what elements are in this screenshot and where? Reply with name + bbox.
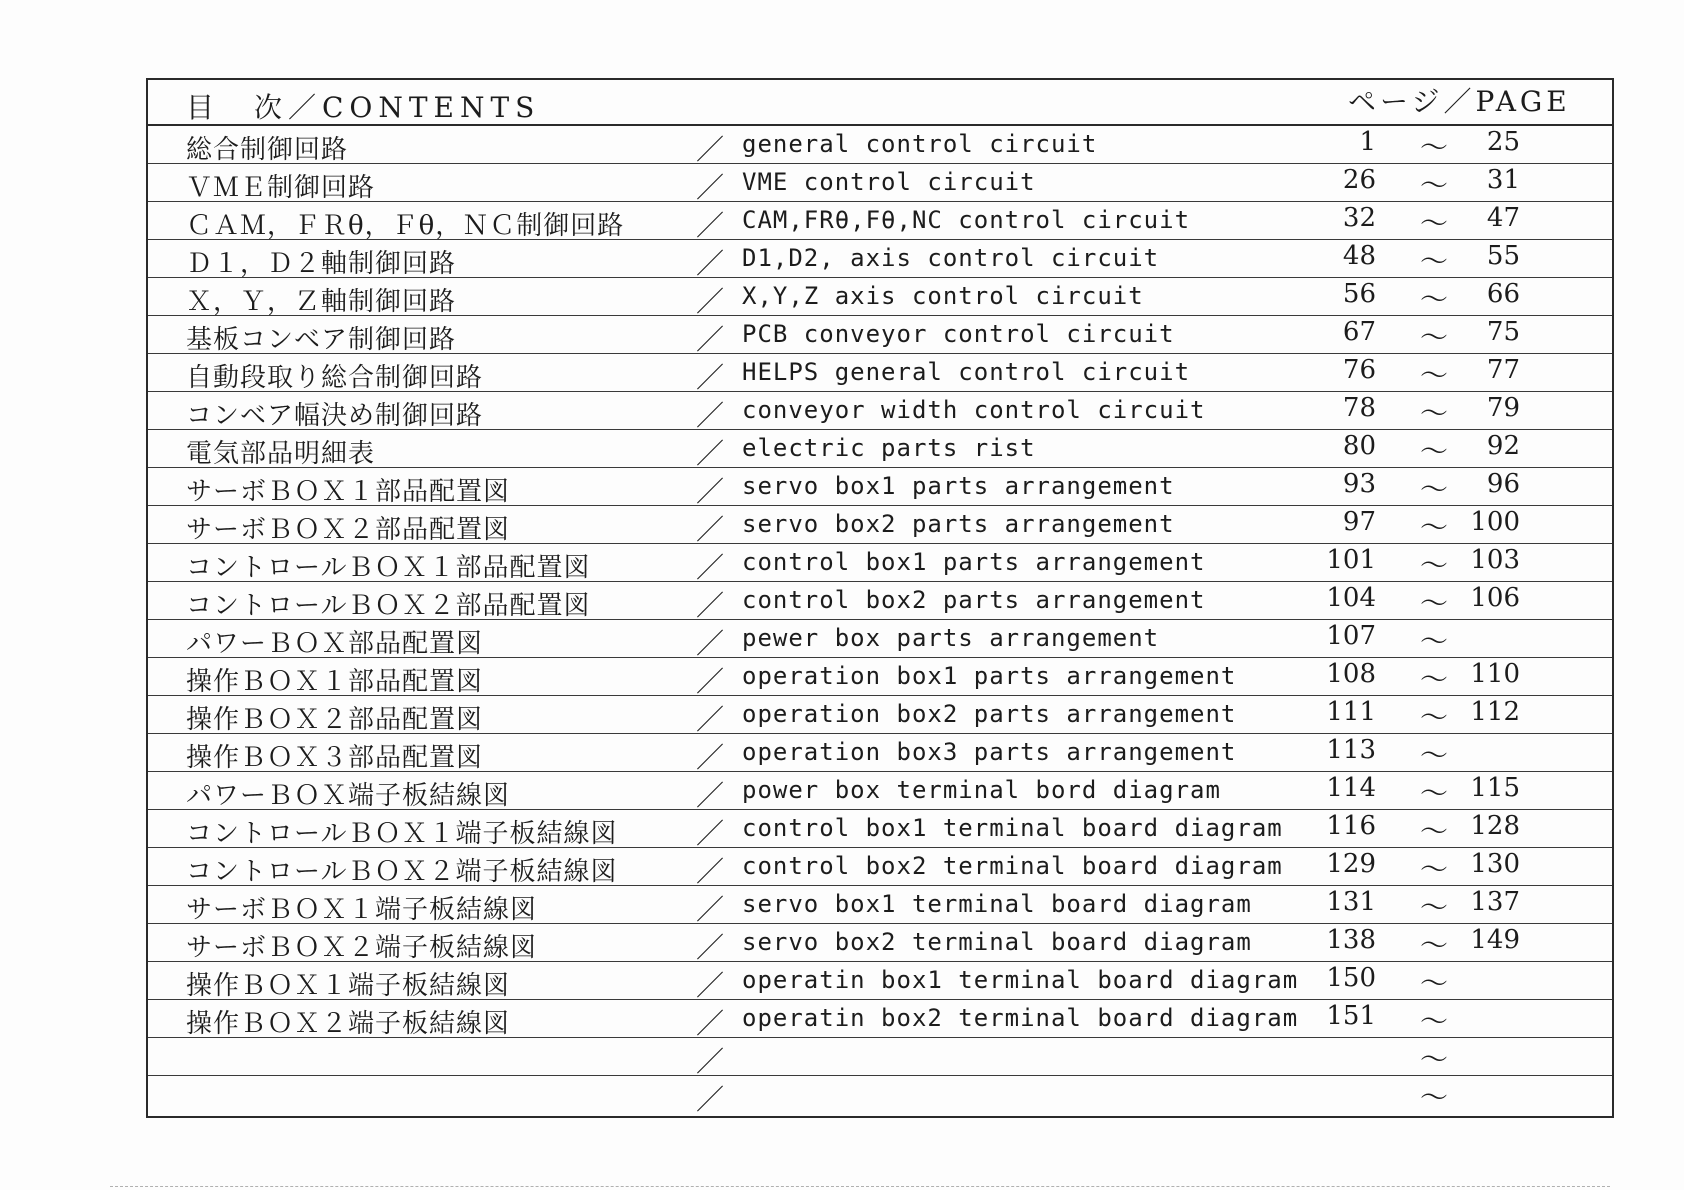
page-end: 75 (1486, 317, 1520, 347)
separator-slash: ／ (696, 1083, 725, 1116)
separator-slash: ／ (696, 817, 725, 850)
page-range-tilde: ～ (1420, 587, 1449, 620)
toc-row (148, 240, 1612, 278)
separator-slash: ／ (696, 855, 725, 888)
page-start: 67 (1342, 317, 1376, 347)
page-range-tilde: ～ (1420, 853, 1449, 886)
english-title: VME control circuit (742, 168, 1036, 196)
page-range-tilde: ～ (1420, 131, 1449, 164)
toc-row (148, 962, 1612, 1000)
japanese-title: 操作ＢＯＸ２端子板結線図 (186, 1009, 511, 1039)
page-start: 78 (1342, 393, 1376, 423)
page-start: 26 (1342, 165, 1376, 195)
toc-row (148, 772, 1612, 810)
japanese-title: コントロールＢＯＸ２部品配置図 (186, 591, 591, 621)
japanese-title: サーボＢＯＸ１部品配置図 (186, 477, 511, 507)
separator-slash: ／ (696, 1045, 725, 1078)
page-end: 47 (1486, 203, 1520, 233)
page-range-tilde: ～ (1420, 245, 1449, 278)
toc-row (148, 620, 1612, 658)
page-end: 66 (1486, 279, 1520, 309)
page-range-tilde: ～ (1420, 207, 1449, 240)
toc-row (148, 468, 1612, 506)
japanese-title: サーボＢＯＸ２部品配置図 (186, 515, 511, 545)
contents-title: 目 次／CONTENTS (186, 91, 541, 124)
page-start: 48 (1342, 241, 1376, 271)
english-title: control box1 parts arrangement (742, 548, 1206, 576)
japanese-title: 総合制御回路 (186, 135, 349, 165)
toc-row (148, 392, 1612, 430)
page-end: 115 (1470, 773, 1520, 803)
separator-slash: ／ (696, 665, 725, 698)
page-range-tilde: ～ (1420, 967, 1449, 1000)
bottom-edge-line (110, 1186, 1610, 1187)
toc-row (148, 430, 1612, 468)
page-end: 137 (1470, 887, 1520, 917)
japanese-title: パワーＢＯＸ端子板結線図 (186, 781, 511, 811)
japanese-title: コントロールＢＯＸ１端子板結線図 (186, 819, 618, 849)
english-title: D1,D2, axis control circuit (742, 244, 1160, 272)
page-start: 93 (1342, 469, 1376, 499)
page-start: 111 (1326, 697, 1376, 727)
toc-row (148, 278, 1612, 316)
toc-row (148, 582, 1612, 620)
english-title: servo box2 parts arrangement (742, 510, 1175, 538)
page-range-tilde: ～ (1420, 359, 1449, 392)
separator-slash: ／ (696, 209, 725, 242)
separator-slash: ／ (696, 323, 725, 356)
japanese-title: パワーＢＯＸ部品配置図 (186, 629, 484, 659)
japanese-title: サーボＢＯＸ１端子板結線図 (186, 895, 538, 925)
page-range-tilde: ～ (1420, 739, 1449, 772)
japanese-title: コントロールＢＯＸ２端子板結線図 (186, 857, 618, 887)
page-start: 97 (1342, 507, 1376, 537)
contents-table (146, 78, 1614, 1118)
separator-slash: ／ (696, 893, 725, 926)
page-end: 79 (1486, 393, 1520, 423)
japanese-title: 基板コンベア制御回路 (186, 325, 457, 355)
toc-row (148, 316, 1612, 354)
separator-slash: ／ (696, 969, 725, 1002)
toc-row (148, 506, 1612, 544)
separator-slash: ／ (696, 399, 725, 432)
english-title: servo box1 parts arrangement (742, 472, 1175, 500)
page-start: 56 (1342, 279, 1376, 309)
page-range-tilde: ～ (1420, 701, 1449, 734)
page-range-tilde: ～ (1420, 283, 1449, 316)
page-range-tilde: ～ (1420, 511, 1449, 544)
page-end: 112 (1470, 697, 1520, 727)
page-range-tilde: ～ (1420, 1043, 1449, 1076)
japanese-title: 操作ＢＯＸ２部品配置図 (186, 705, 484, 735)
english-title: electric parts rist (742, 434, 1036, 462)
page-end: 103 (1470, 545, 1520, 575)
japanese-title: 電気部品明細表 (186, 439, 376, 469)
separator-slash: ／ (696, 285, 725, 318)
page-start: 107 (1326, 621, 1376, 651)
toc-row (148, 810, 1612, 848)
english-title: control box2 terminal board diagram (742, 852, 1283, 880)
page-range-tilde: ～ (1420, 549, 1449, 582)
toc-row (148, 354, 1612, 392)
japanese-title: Ｘ，Ｙ，Ｚ軸制御回路 (186, 287, 457, 317)
page-end: 96 (1486, 469, 1520, 499)
japanese-title: ＶＭＥ制御回路 (186, 173, 376, 203)
page-start: 114 (1326, 773, 1376, 803)
page-end: 110 (1470, 659, 1520, 689)
toc-row (148, 1038, 1612, 1076)
separator-slash: ／ (696, 589, 725, 622)
japanese-title: 自動段取り総合制御回路 (186, 363, 484, 393)
page-start: 138 (1326, 925, 1376, 955)
japanese-title: ＣＡＭ，ＦＲθ，Ｆθ，ＮＣ制御回路 (186, 211, 625, 241)
english-title: operation box3 parts arrangement (742, 738, 1237, 766)
page-range-tilde: ～ (1420, 891, 1449, 924)
toc-row (148, 202, 1612, 240)
page-range-tilde: ～ (1420, 435, 1449, 468)
page-end: 100 (1470, 507, 1520, 537)
toc-row (148, 164, 1612, 202)
page-range-tilde: ～ (1420, 1005, 1449, 1038)
toc-row (148, 924, 1612, 962)
page-range-tilde: ～ (1420, 663, 1449, 696)
japanese-title: コンベア幅決め制御回路 (186, 401, 484, 431)
page-range-tilde: ～ (1420, 397, 1449, 430)
page-end: 55 (1486, 241, 1520, 271)
separator-slash: ／ (696, 931, 725, 964)
english-title: operatin box1 terminal board diagram (742, 966, 1299, 994)
page-end: 31 (1486, 165, 1520, 195)
english-title: conveyor width control circuit (742, 396, 1206, 424)
separator-slash: ／ (696, 551, 725, 584)
toc-row (148, 1000, 1612, 1038)
page-range-tilde: ～ (1420, 321, 1449, 354)
page-start: 104 (1326, 583, 1376, 613)
page-start: 108 (1326, 659, 1376, 689)
page-range-tilde: ～ (1420, 929, 1449, 962)
toc-row (148, 658, 1612, 696)
page-start: 32 (1342, 203, 1376, 233)
english-title: operation box2 parts arrangement (742, 700, 1237, 728)
separator-slash: ／ (696, 703, 725, 736)
page-start: 151 (1326, 1001, 1376, 1031)
english-title: HELPS general control circuit (742, 358, 1191, 386)
page-start: 129 (1326, 849, 1376, 879)
page-end: 128 (1470, 811, 1520, 841)
english-title: operation box1 parts arrangement (742, 662, 1237, 690)
page-end: 77 (1486, 355, 1520, 385)
separator-slash: ／ (696, 513, 725, 546)
page-end: 130 (1470, 849, 1520, 879)
toc-row (148, 848, 1612, 886)
page-start: 76 (1342, 355, 1376, 385)
toc-row (148, 544, 1612, 582)
page-start: 80 (1342, 431, 1376, 461)
separator-slash: ／ (696, 361, 725, 394)
separator-slash: ／ (696, 171, 725, 204)
page-range-tilde: ～ (1420, 777, 1449, 810)
english-title: pewer box parts arrangement (742, 624, 1160, 652)
page-column-label: ページ／PAGE (1348, 85, 1571, 118)
page-end: 92 (1486, 431, 1520, 461)
separator-slash: ／ (696, 1007, 725, 1040)
separator-slash: ／ (696, 475, 725, 508)
page-end: 149 (1470, 925, 1520, 955)
japanese-title: 操作ＢＯＸ１部品配置図 (186, 667, 484, 697)
page-start: 150 (1326, 963, 1376, 993)
english-title: general control circuit (742, 130, 1098, 158)
english-title: power box terminal bord diagram (742, 776, 1221, 804)
separator-slash: ／ (696, 247, 725, 280)
english-title: operatin box2 terminal board diagram (742, 1004, 1299, 1032)
separator-slash: ／ (696, 627, 725, 660)
page-start: 1 (1359, 127, 1376, 157)
separator-slash: ／ (696, 779, 725, 812)
page-range-tilde: ～ (1420, 473, 1449, 506)
separator-slash: ／ (696, 437, 725, 470)
page-range-tilde: ～ (1420, 815, 1449, 848)
page-range-tilde: ～ (1420, 1081, 1449, 1114)
separator-slash: ／ (696, 133, 725, 166)
toc-row (148, 696, 1612, 734)
japanese-title: サーボＢＯＸ２端子板結線図 (186, 933, 538, 963)
page-end: 106 (1470, 583, 1520, 613)
page-start: 116 (1326, 811, 1376, 841)
english-title: PCB conveyor control circuit (742, 320, 1175, 348)
toc-row (148, 734, 1612, 772)
page-start: 101 (1326, 545, 1376, 575)
english-title: X,Y,Z axis control circuit (742, 282, 1144, 310)
toc-row (148, 126, 1612, 164)
english-title: control box1 terminal board diagram (742, 814, 1283, 842)
toc-row (148, 1076, 1612, 1114)
japanese-title: 操作ＢＯＸ３部品配置図 (186, 743, 484, 773)
japanese-title: コントロールＢＯＸ１部品配置図 (186, 553, 591, 583)
english-title: CAM,FRθ,Fθ,NC control circuit (742, 206, 1191, 234)
page-start: 113 (1326, 735, 1376, 765)
english-title: servo box1 terminal board diagram (742, 890, 1252, 918)
separator-slash: ／ (696, 741, 725, 774)
japanese-title: Ｄ１，Ｄ２軸制御回路 (186, 249, 457, 279)
page-end: 25 (1486, 127, 1520, 157)
english-title: servo box2 terminal board diagram (742, 928, 1252, 956)
page-range-tilde: ～ (1420, 625, 1449, 658)
page-start: 131 (1326, 887, 1376, 917)
page-range-tilde: ～ (1420, 169, 1449, 202)
toc-row (148, 886, 1612, 924)
japanese-title: 操作ＢＯＸ１端子板結線図 (186, 971, 511, 1001)
contents-header (148, 80, 1612, 126)
english-title: control box2 parts arrangement (742, 586, 1206, 614)
